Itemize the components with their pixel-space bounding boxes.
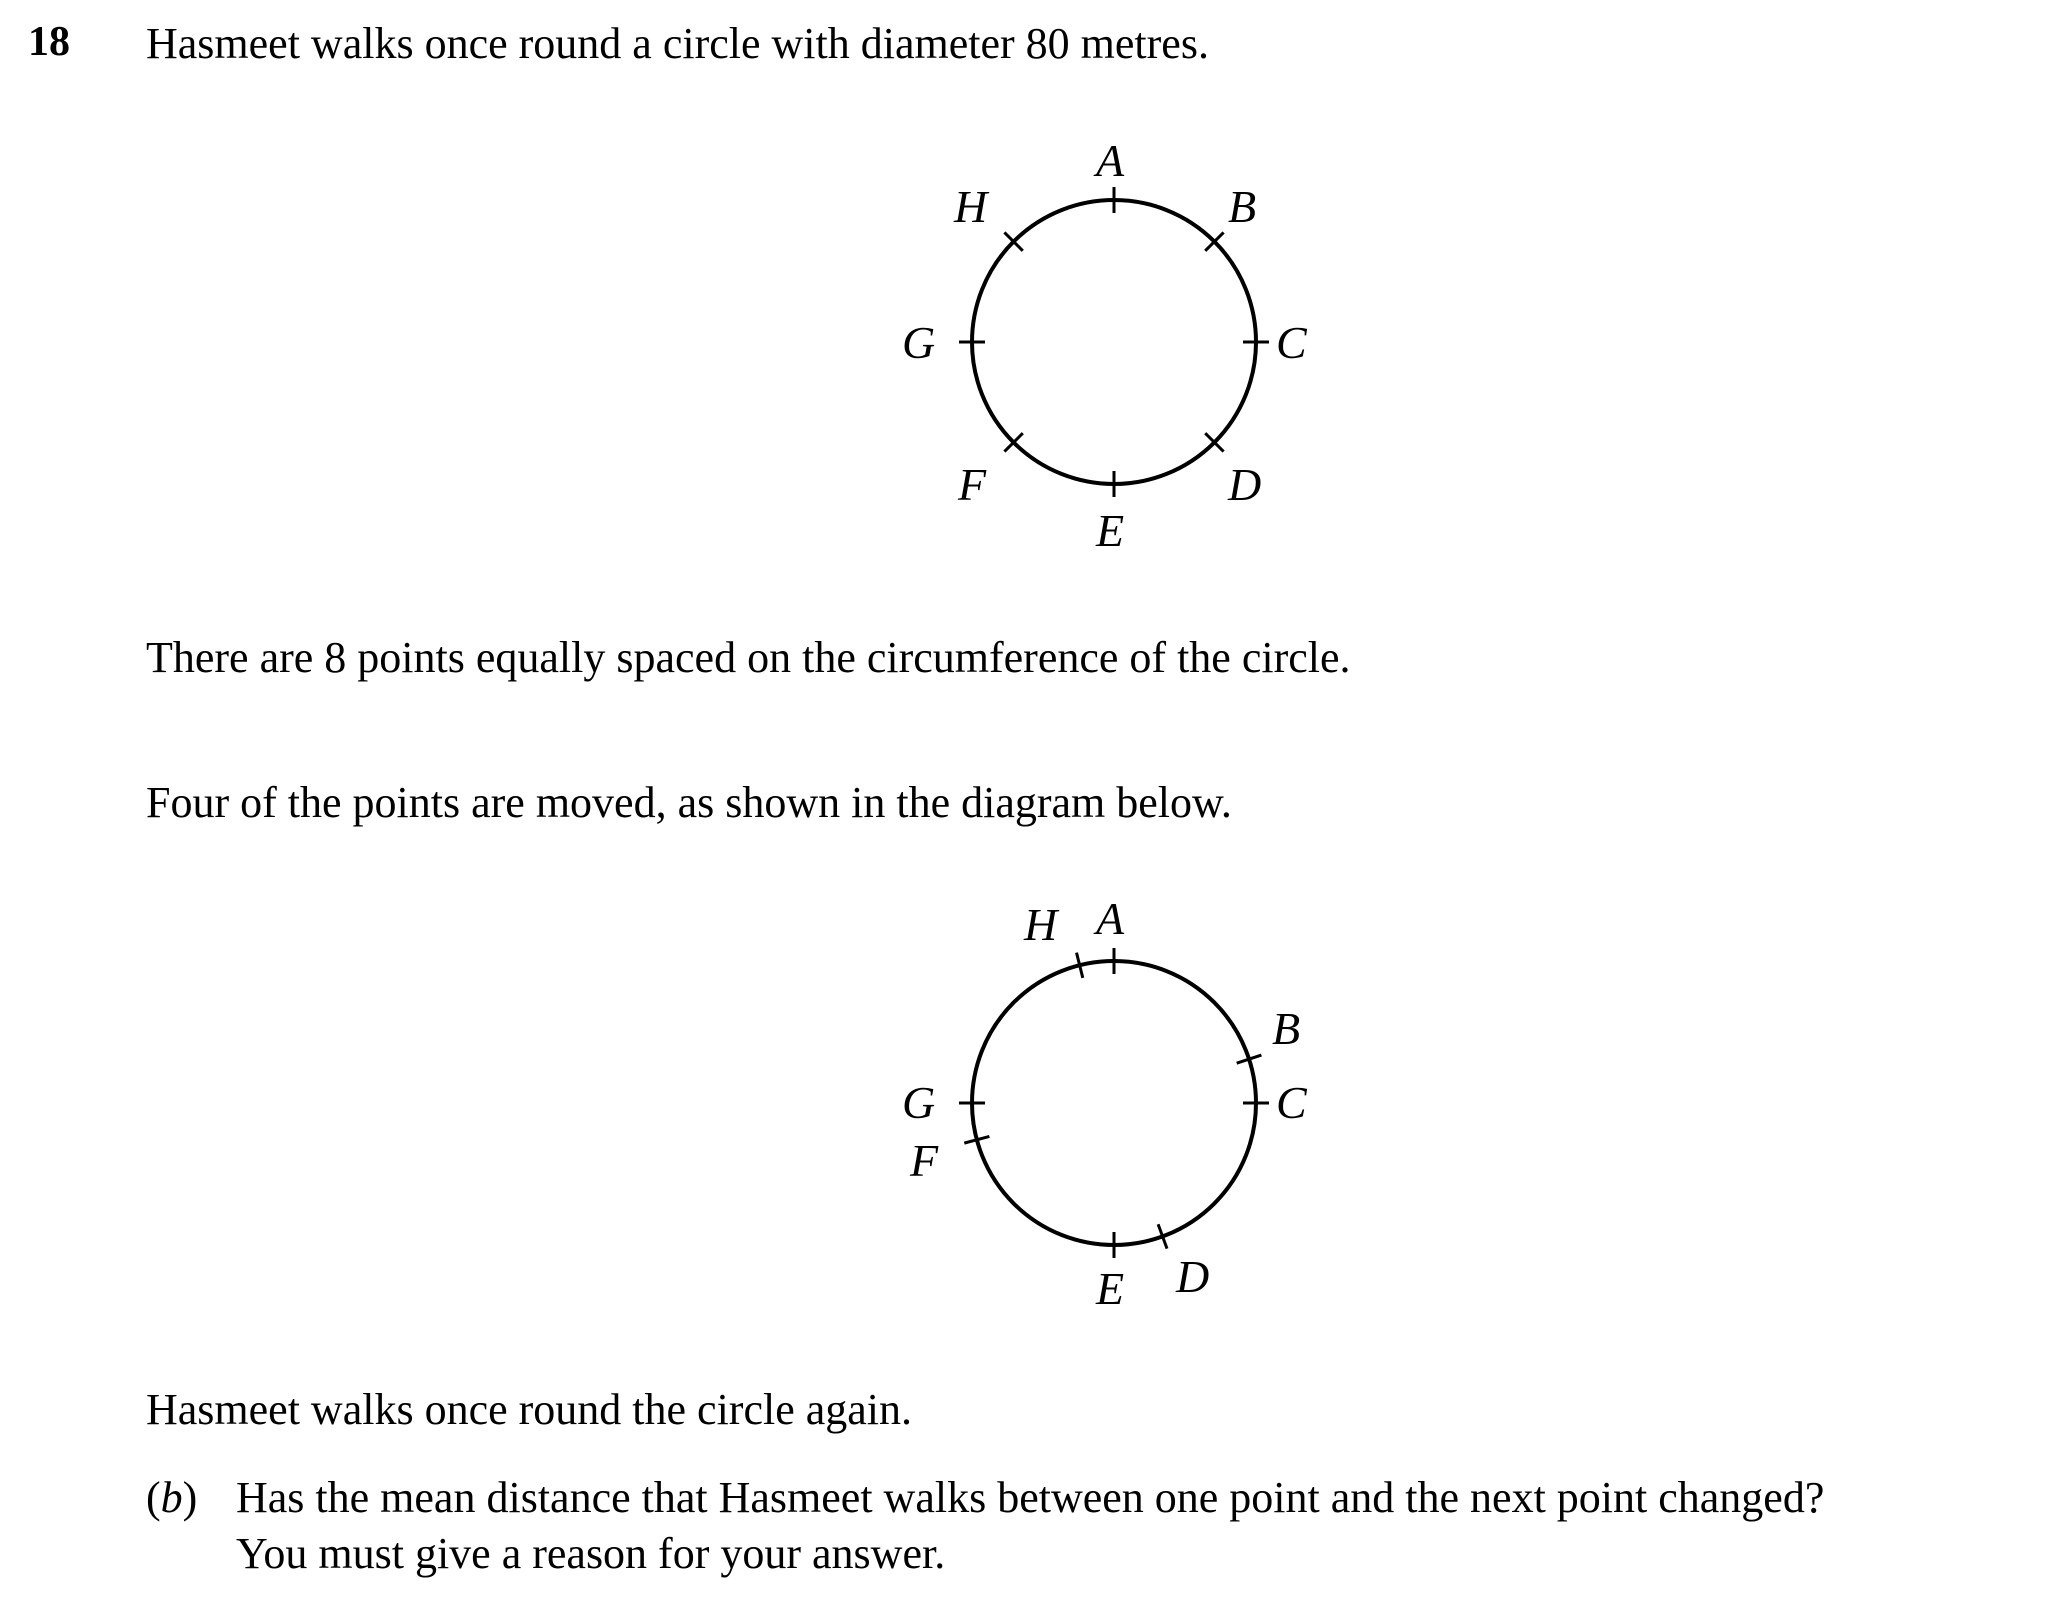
statement-walks-again: Hasmeet walks once round the circle again.	[146, 1385, 913, 1434]
statement-points-moved: Four of the points are moved, as shown in the diagram below.	[146, 778, 1232, 827]
d1-label-h: H	[954, 181, 988, 232]
d1-label-e: E	[1096, 505, 1125, 556]
statement-equally-spaced: There are 8 points equally spaced on the circumference of the circle.	[146, 633, 1351, 682]
question-number: 18	[28, 19, 70, 65]
d1-label-d: D	[1228, 459, 1262, 510]
part-b-question: Has the mean distance that Hasmeet walks between one point and the next point changed?	[236, 1473, 1825, 1522]
part-b-label: (b)	[146, 1473, 198, 1522]
d1-label-a: A	[1096, 135, 1125, 186]
circle-2	[972, 961, 1256, 1245]
d2-label-a: A	[1096, 893, 1125, 944]
question-intro: Hasmeet walks once round a circle with diameter 80 metres.	[146, 19, 1209, 68]
d1-label-g: G	[902, 317, 936, 368]
d1-label-b: B	[1228, 181, 1257, 232]
d2-label-c: C	[1276, 1077, 1307, 1128]
part-b-instruction: You must give a reason for your answer.	[236, 1529, 946, 1578]
tick-marks-2	[959, 948, 1269, 1258]
d2-label-f: F	[910, 1135, 939, 1186]
d1-label-c: C	[1276, 317, 1307, 368]
d2-label-e: E	[1096, 1263, 1125, 1314]
d2-label-d: D	[1176, 1251, 1210, 1302]
d2-label-h: H	[1024, 899, 1058, 950]
d2-label-b: B	[1272, 1003, 1301, 1054]
d2-label-g: G	[902, 1077, 936, 1128]
d1-label-f: F	[958, 459, 987, 510]
